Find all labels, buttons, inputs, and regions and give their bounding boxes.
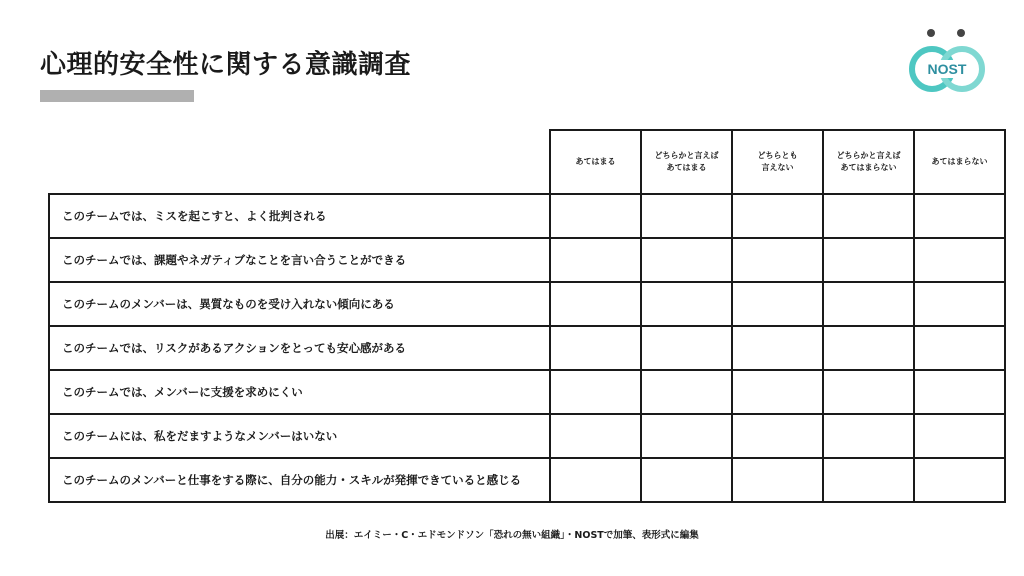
question-cell: このチームのメンバーと仕事をする際に、自分の能力・スキルが発揮できていると感じる	[49, 458, 550, 502]
answer-cell[interactable]	[641, 458, 732, 502]
table-row	[49, 194, 1005, 238]
question-cell: このチームでは、ミスを起こすと、よく批判される	[49, 194, 550, 238]
answer-cell[interactable]	[641, 414, 732, 458]
answer-cell[interactable]	[641, 370, 732, 414]
answer-cell[interactable]	[914, 458, 1005, 502]
answer-cell[interactable]	[641, 282, 732, 326]
answer-cell[interactable]	[914, 282, 1005, 326]
answer-cell[interactable]	[823, 194, 914, 238]
nost-logo	[909, 26, 985, 98]
answer-cell[interactable]	[732, 326, 823, 370]
option-header: あてはまる	[550, 130, 641, 194]
question-cell: このチームには、私をだますようなメンバーはいない	[49, 414, 550, 458]
logo-text: NOST	[927, 61, 967, 77]
answer-cell[interactable]	[732, 414, 823, 458]
title-underline-bar	[40, 90, 194, 102]
option-header: あてはまらない	[914, 130, 1005, 194]
answer-cell[interactable]	[914, 370, 1005, 414]
table-row	[49, 370, 1005, 414]
logo-right-eye	[957, 29, 965, 37]
question-cell: このチームでは、リスクがあるアクションをとっても安心感がある	[49, 326, 550, 370]
table-row	[49, 326, 1005, 370]
answer-cell[interactable]	[914, 194, 1005, 238]
answer-cell[interactable]	[550, 414, 641, 458]
answer-cell[interactable]	[641, 326, 732, 370]
answer-cell[interactable]	[823, 326, 914, 370]
answer-cell[interactable]	[914, 326, 1005, 370]
answer-cell[interactable]	[550, 370, 641, 414]
header-row	[49, 130, 1005, 194]
answer-cell[interactable]	[732, 238, 823, 282]
table-row	[49, 282, 1005, 326]
answer-cell[interactable]	[914, 238, 1005, 282]
answer-cell[interactable]	[641, 238, 732, 282]
question-cell: このチームでは、課題やネガティブなことを言い合うことができる	[49, 238, 550, 282]
answer-cell[interactable]	[823, 414, 914, 458]
header-blank-cell	[49, 130, 550, 194]
question-cell: このチームのメンバーは、異質なものを受け入れない傾向にある	[49, 282, 550, 326]
answer-cell[interactable]	[823, 458, 914, 502]
answer-cell[interactable]	[732, 370, 823, 414]
answer-cell[interactable]	[823, 238, 914, 282]
answer-cell[interactable]	[550, 458, 641, 502]
answer-cell[interactable]	[823, 370, 914, 414]
logo-left-eye	[927, 29, 935, 37]
table-row	[49, 458, 1005, 502]
table-row	[49, 414, 1005, 458]
answer-cell[interactable]	[914, 414, 1005, 458]
answer-cell[interactable]	[550, 282, 641, 326]
question-cell: このチームでは、メンバーに支援を求めにくい	[49, 370, 550, 414]
page-title: 心理的安全性に関する意識調査	[40, 50, 412, 80]
answer-cell[interactable]	[732, 194, 823, 238]
option-header: どちらかと言えば あてはまる	[641, 130, 732, 194]
answer-cell[interactable]	[550, 238, 641, 282]
answer-cell[interactable]	[641, 194, 732, 238]
option-header: どちらかと言えば あてはまらない	[823, 130, 914, 194]
answer-cell[interactable]	[732, 458, 823, 502]
answer-cell[interactable]	[823, 282, 914, 326]
survey-table	[48, 129, 1006, 503]
answer-cell[interactable]	[550, 326, 641, 370]
answer-cell[interactable]	[732, 282, 823, 326]
option-header: どちらとも 言えない	[732, 130, 823, 194]
table-row	[49, 238, 1005, 282]
answer-cell[interactable]	[550, 194, 641, 238]
source-note: 出展：エイミー・C・エドモンドソン「恐れの無い組織」・NOSTで加筆、表形式に編集	[325, 530, 699, 541]
